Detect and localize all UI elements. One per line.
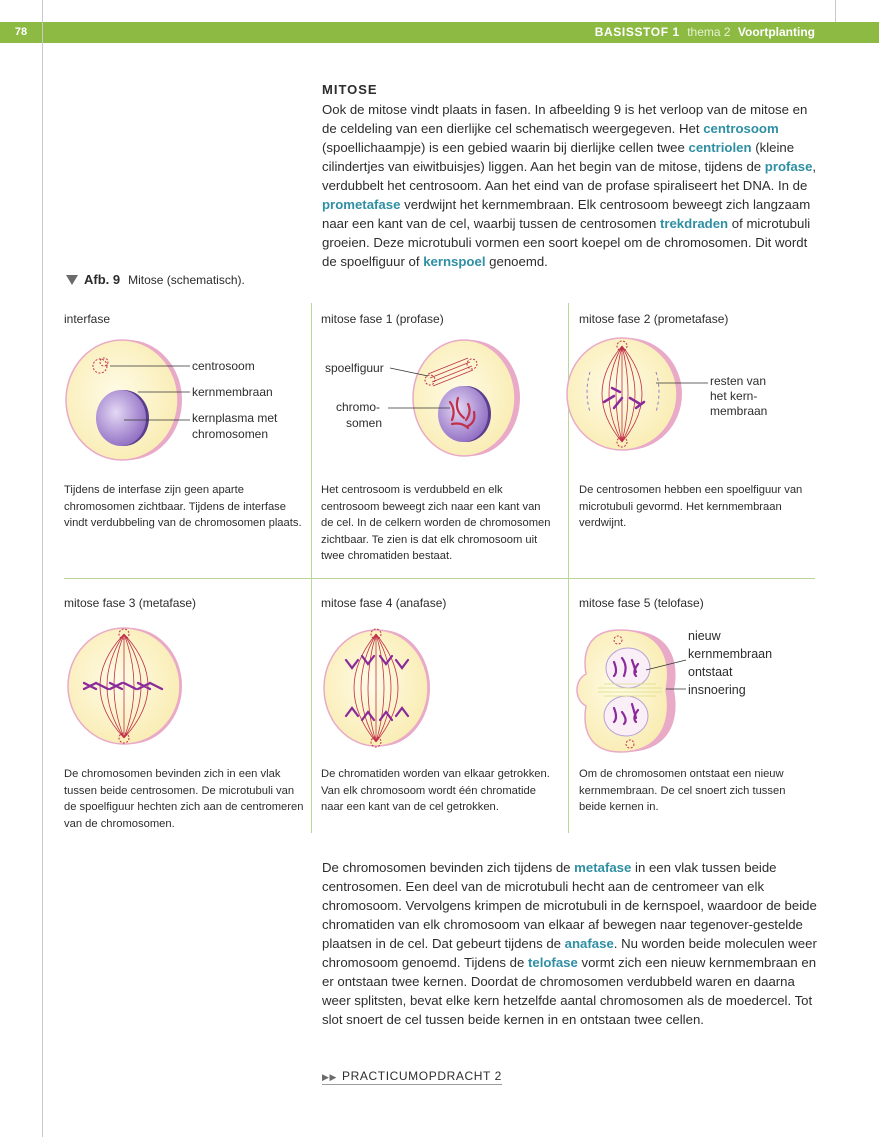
label-kernmembraan: kernmembraan xyxy=(192,385,273,399)
keyword: metafase xyxy=(574,860,632,875)
keyword: profase xyxy=(764,159,813,174)
panel-title-prometafase: mitose fase 2 (prometafase) xyxy=(579,312,729,326)
keyword: prometafase xyxy=(322,197,401,212)
figure-label: Afb. 9 xyxy=(84,272,121,287)
caption-metafase: De chromosomen bevinden zich in een vlak tussen beide centrosomen. De microtubuli van de spoelfiguur hechten zich aan de centromeren van de chromosomen. xyxy=(64,768,304,830)
panel-title-anafase: mitose fase 4 (anafase) xyxy=(321,596,447,610)
keyword: anafase xyxy=(564,936,614,951)
caption-telofase: Om de chromosomen ontstaat een nieuw kernmembraan. De cel snoert zich tussen beide kernen in. xyxy=(579,768,786,813)
text-segment: (kleine cilindertjes van eiwitbuisjes) liggen. Aan het begin van de mitose, tijdens de xyxy=(322,140,795,174)
text-segment: De chromosomen bevinden zich tijdens de xyxy=(322,860,575,875)
cell-metafase xyxy=(68,628,182,744)
page-number: 78 xyxy=(14,26,28,38)
caption-anafase: De chromatiden worden van elkaar getrokken. Van elk chromosoom wordt één chromatide naar een kant van de cel getrokken. xyxy=(321,768,550,813)
section-title: MITOSE xyxy=(322,82,378,97)
label-resten-2: het kern- xyxy=(710,389,758,403)
cell-interfase xyxy=(66,340,190,460)
text-segment: Ook de mitose vindt plaats in fasen. In afbeelding 9 is het verloop van de mitose en de celdeling van een dierlijke cel schematisch weergegeven. Het xyxy=(322,102,808,136)
panel-title-telofase: mitose fase 5 (telofase) xyxy=(579,596,704,610)
label-kernplasma: kernplasma met chromosomen xyxy=(192,411,278,441)
text-segment: (spoellichaampje) is een gebied waarin bij dierlijke cellen twee xyxy=(322,140,689,155)
cell-prometafase xyxy=(567,338,708,450)
panel-title-metafase: mitose fase 3 (metafase) xyxy=(64,596,197,610)
text-segment: verdwijnt het kernmembraan. Elk centrosoom beweegt zich langzaam naar een kant van de cel, waarbij tussen de centrosomen xyxy=(322,197,811,231)
keyword: centrosoom xyxy=(703,121,779,136)
label-insnoering: insnoering xyxy=(688,683,746,697)
label-ontstaat: ontstaat xyxy=(688,665,733,679)
header-section: BASISSTOF 1 xyxy=(594,25,680,39)
keyword: telofase xyxy=(527,955,578,970)
label-nieuw: nieuw xyxy=(688,629,721,643)
keyword: centriolen xyxy=(688,140,752,155)
label-centrosoom: centrosoom xyxy=(192,359,255,373)
text-segment: vormt zich een nieuw kernmembraan en er ontstaan twee kernen. Doordat de chromosomen verdubbeld waren en daarna weer splitsten, bevat elke kern hetzelfde aantal chromosomen als de moedercel. Tot slot snoert de cel tussen beide kernen in en ontstaan twee cellen. xyxy=(322,955,817,1027)
caption-prometafase: De centrosomen hebben een spoelfiguur van microtubuli gevormd. Het kernmembraan verdwijnt. xyxy=(579,484,803,529)
keyword: trekdraden xyxy=(659,216,729,231)
caption-profase: Het centrosoom is verdubbeld en elk centrosoom beweegt zich naar een kant van de cel. In de celkern worden de chromosomen zichtbaar. Te zien is dat elk chromosoom uit twee chromatiden bestaat. xyxy=(321,484,551,562)
outro-paragraph xyxy=(322,858,822,1029)
practicum-link[interactable] xyxy=(322,1069,502,1085)
text-segment: in een vlak tussen beide centrosomen. Een deel van de microtubuli hecht aan de centromeer van elk chromosoom. Vervolgens krimpen de microtubuli in de kernspoel, waardoor de beide chromatiden van elk chromosoom van elkaar af bewegen naar tegenover-gestelde plaatsen in de cel. Dat gebeurt tijdens de xyxy=(322,860,817,951)
header-theme: thema 2 xyxy=(687,25,731,39)
caption-interfase: Tijdens de interfase zijn geen aparte chromosomen zichtbaar. Tijdens de interfase vindt verdubbeling van de chromosomen plaats. xyxy=(64,484,302,529)
practicum-label: PRACTICUMOPDRACHT 2 xyxy=(342,1069,502,1083)
label-chromosomen-2: somen xyxy=(346,416,383,430)
figure-caption-text: Mitose (schematisch). xyxy=(128,273,245,287)
panel-title-interfase: interfase xyxy=(64,312,111,326)
keyword: kernspoel xyxy=(423,254,486,269)
cell-anafase xyxy=(324,629,430,747)
label-resten-1: resten van xyxy=(710,374,767,388)
label-kernmembraan-nieuw: kernmembraan xyxy=(688,647,773,661)
cell-profase xyxy=(388,340,520,456)
text-segment: genoemd. xyxy=(485,254,548,269)
panel-title-profase: mitose fase 1 (profase) xyxy=(321,312,444,326)
text-segment: of microtubuli groeien. Deze microtubuli vormen een soort koepel om de chromosomen. Dit wordt de spoelfiguur of xyxy=(322,216,811,269)
label-resten-3: membraan xyxy=(710,404,768,418)
cell-telofase xyxy=(577,630,686,752)
double-arrow-icon: ▶▶ xyxy=(322,1072,338,1082)
label-chromosomen-1: chromo- xyxy=(336,400,381,414)
text-segment: , verdubbelt het centrosoom. Aan het eind van de profase spiraliseert het DNA. In de xyxy=(322,159,817,193)
header-title: Voortplanting xyxy=(737,25,815,39)
text-segment: . Nu worden beide moleculen weer chromosoom genoemd. Tijdens de xyxy=(322,936,817,970)
label-spoelfiguur: spoelfiguur xyxy=(325,361,384,375)
